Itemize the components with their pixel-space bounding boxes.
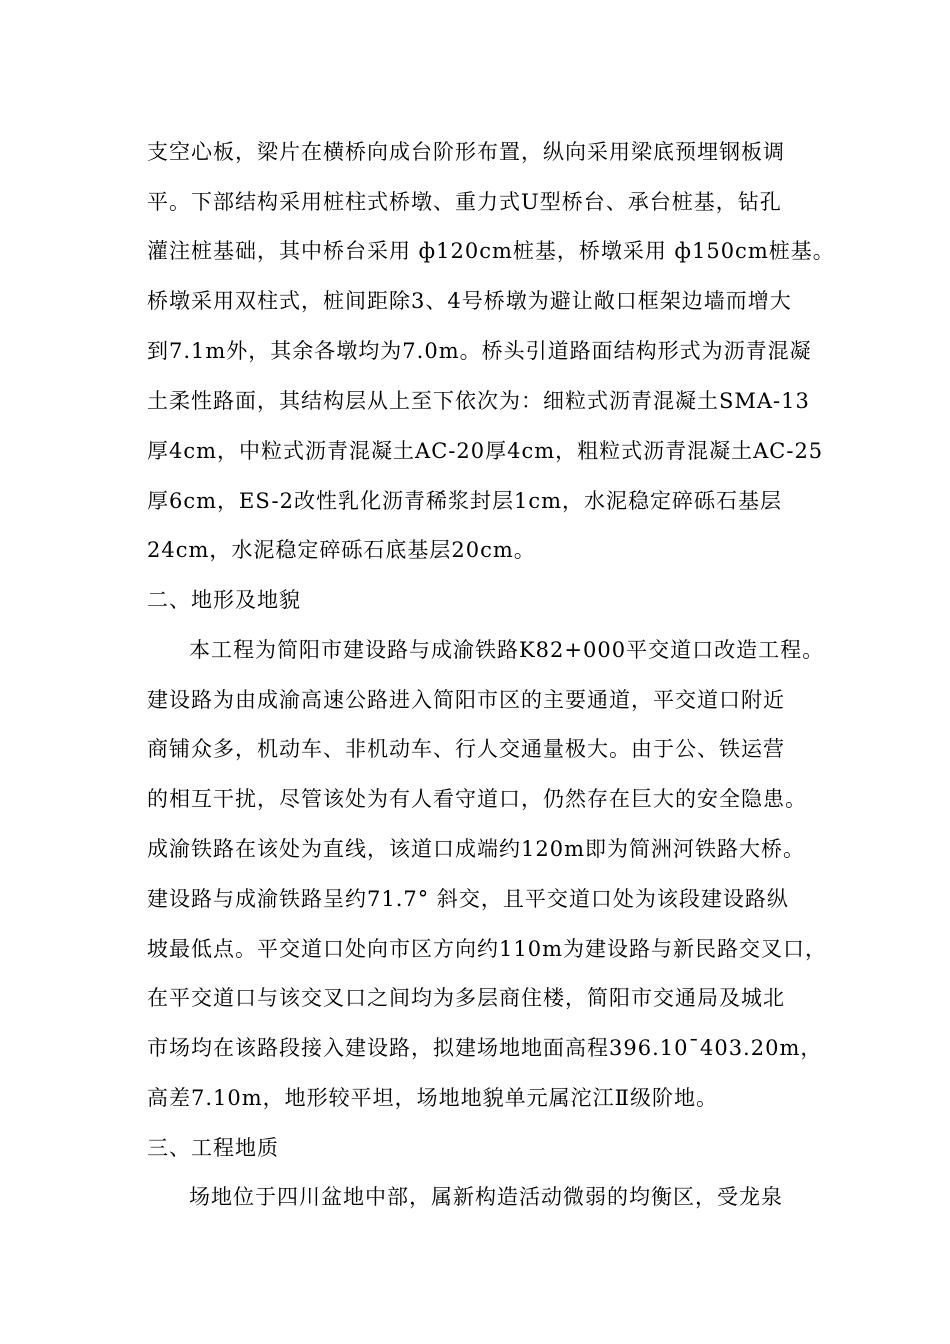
paragraph-line: 建设路与成渝铁路呈约71.7° 斜交，且平交道口处为该段建设路纵 [147, 887, 789, 911]
paragraph-line: 土柔性路面，其结构层从上至下依次为：细粒式沥青混凝土SMA-13 [147, 389, 810, 413]
paragraph-line: 在平交道口与该交叉口之间均为多层商住楼，简阳市交通局及城北 [147, 986, 785, 1010]
paragraph-line: 本工程为简阳市建设路与成渝铁路K82+000平交道口改造工程。 [189, 638, 825, 662]
paragraph-line: 坡最低点。平交道口处向市区方向约110m为建设路与新民路交叉口， [147, 937, 827, 961]
section-heading-terrain: 二、地形及地貌 [147, 588, 301, 612]
paragraph-line: 市场均在该路段接入建设路，拟建场地地面高程396.10¯403.20m， [147, 1036, 823, 1060]
paragraph-line: 灌注桩基础，其中桥台采用 ф120cm桩基，桥墩采用 ф150cm桩基。 [147, 239, 835, 263]
paragraph-line: 平。下部结构采用桩柱式桥墩、重力式U型桥台、承台桩基，钻孔 [147, 190, 782, 214]
paragraph-line: 成渝铁路在该处为直线，该道口成端约120m即为简洲河铁路大桥。 [147, 837, 805, 861]
paragraph-line: 的相互干扰，尽管该处为有人看守道口，仍然存在巨大的安全隐患。 [147, 787, 807, 811]
paragraph-line: 24cm，水泥稳定碎砾石底基层20cm。 [147, 538, 536, 562]
paragraph-line: 场地位于四川盆地中部，属新构造活动微弱的均衡区，受龙泉 [189, 1185, 783, 1209]
paragraph-line: 商铺众多，机动车、非机动车、行人交通量极大。由于公、铁运营 [147, 737, 785, 761]
paragraph-line: 建设路为由成渝高速公路进入简阳市区的主要通道，平交道口附近 [147, 688, 785, 712]
section-heading-geology: 三、工程地质 [147, 1136, 279, 1160]
paragraph-line: 厚6cm，ES-2改性乳化沥青稀浆封层1cm，水泥稳定碎砾石基层 [147, 489, 783, 513]
paragraph-line: 到7.1m外，其余各墩均为7.0m。桥头引道路面结构形式为沥青混凝 [147, 339, 812, 363]
paragraph-line: 桥墩采用双柱式，桩间距除3、4号桥墩为避让敞口框架边墙而增大 [147, 289, 792, 313]
paragraph-line: 支空心板，梁片在横桥向成台阶形布置，纵向采用梁底预埋钢板调 [147, 140, 785, 164]
paragraph-line: 厚4cm，中粒式沥青混凝土AC-20厚4cm，粗粒式沥青混凝土AC-25 [147, 439, 824, 463]
paragraph-line: 高差7.10m，地形较平坦，场地地貌单元属沱江Ⅱ级阶地。 [147, 1086, 718, 1110]
